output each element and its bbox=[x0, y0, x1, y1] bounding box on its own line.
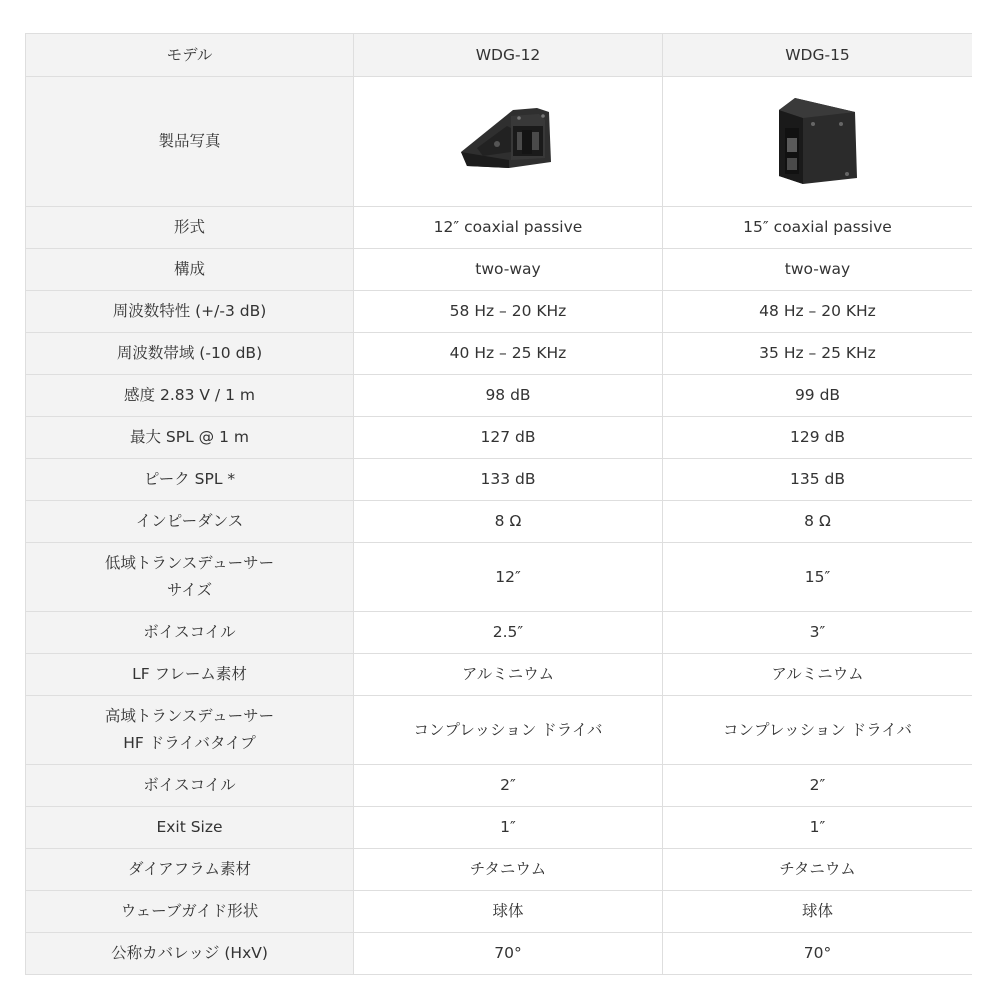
spec-row bbox=[26, 417, 973, 459]
photo-row bbox=[26, 77, 973, 207]
spec-value-model-b: 70° bbox=[663, 933, 973, 975]
spec-value-model-a: 98 dB bbox=[354, 375, 663, 417]
spec-value-model-b: 球体 bbox=[663, 891, 973, 933]
spec-value-model-a: 2″ bbox=[354, 765, 663, 807]
spec-value-model-a: 球体 bbox=[354, 891, 663, 933]
spec-value-model-a: 133 dB bbox=[354, 459, 663, 501]
spec-value-model-b: 35 Hz – 25 KHz bbox=[663, 333, 973, 375]
wedge-speaker-tall-image bbox=[773, 94, 863, 190]
spec-value-model-b: two-way bbox=[663, 249, 973, 291]
spec-label: 周波数特性 (+/-3 dB) bbox=[26, 291, 354, 333]
table-body bbox=[26, 77, 973, 975]
spec-value-model-b: 1″ bbox=[663, 807, 973, 849]
spec-value-model-a: チタニウム bbox=[354, 849, 663, 891]
spec-row bbox=[26, 291, 973, 333]
spec-row bbox=[26, 543, 973, 612]
spec-label: Exit Size bbox=[26, 807, 354, 849]
spec-comparison-table bbox=[25, 33, 972, 975]
spec-table-container bbox=[25, 33, 972, 1000]
spec-label-line: サイズ bbox=[166, 581, 213, 599]
spec-value-model-a: アルミニウム bbox=[354, 654, 663, 696]
spec-value-model-b: 3″ bbox=[663, 612, 973, 654]
spec-row bbox=[26, 849, 973, 891]
spec-label: 感度 2.83 V / 1 m bbox=[26, 375, 354, 417]
photo-row-label: 製品写真 bbox=[26, 77, 354, 207]
photo-cell-b bbox=[663, 77, 973, 207]
spec-value-model-b: 99 dB bbox=[663, 375, 973, 417]
photo-cell-a bbox=[354, 77, 663, 207]
spec-value-model-a: 8 Ω bbox=[354, 501, 663, 543]
spec-label: ダイアフラム素材 bbox=[26, 849, 354, 891]
spec-value-model-b: チタニウム bbox=[663, 849, 973, 891]
spec-label: ウェーブガイド形状 bbox=[26, 891, 354, 933]
spec-row bbox=[26, 612, 973, 654]
spec-value-model-b: 15″ bbox=[663, 543, 973, 612]
model-a-header: WDG-12 bbox=[354, 34, 663, 77]
spec-value-model-b: 48 Hz – 20 KHz bbox=[663, 291, 973, 333]
spec-label-line: 高域トランスデューサー bbox=[104, 707, 275, 725]
spec-label: LF フレーム素材 bbox=[26, 654, 354, 696]
spec-row bbox=[26, 249, 973, 291]
spec-label: 形式 bbox=[26, 207, 354, 249]
spec-row bbox=[26, 933, 973, 975]
spec-row bbox=[26, 375, 973, 417]
spec-label: ボイスコイル bbox=[26, 612, 354, 654]
spec-row bbox=[26, 207, 973, 249]
spec-row bbox=[26, 765, 973, 807]
spec-label: 周波数帯域 (-10 dB) bbox=[26, 333, 354, 375]
spec-value-model-a: 58 Hz – 20 KHz bbox=[354, 291, 663, 333]
spec-value-model-a: 12″ bbox=[354, 543, 663, 612]
spec-value-model-a: 40 Hz – 25 KHz bbox=[354, 333, 663, 375]
spec-value-model-a: 2.5″ bbox=[354, 612, 663, 654]
spec-value-model-a: 70° bbox=[354, 933, 663, 975]
spec-label: ピーク SPL * bbox=[26, 459, 354, 501]
spec-label: 最大 SPL @ 1 m bbox=[26, 417, 354, 459]
spec-label-line: HF ドライバタイプ bbox=[123, 734, 256, 752]
spec-value-model-a: 12″ coaxial passive bbox=[354, 207, 663, 249]
model-b-header: WDG-15 bbox=[663, 34, 973, 77]
spec-value-model-a: コンプレッション ドライバ bbox=[354, 696, 663, 765]
spec-value-model-a: 1″ bbox=[354, 807, 663, 849]
spec-row bbox=[26, 807, 973, 849]
header-label-cell: モデル bbox=[26, 34, 354, 77]
spec-label: ボイスコイル bbox=[26, 765, 354, 807]
spec-row bbox=[26, 333, 973, 375]
spec-row bbox=[26, 654, 973, 696]
spec-value-model-a: two-way bbox=[354, 249, 663, 291]
table-header bbox=[26, 34, 973, 77]
spec-row bbox=[26, 501, 973, 543]
spec-value-model-b: 135 dB bbox=[663, 459, 973, 501]
spec-label: インピーダンス bbox=[26, 501, 354, 543]
spec-label: 公称カバレッジ (HxV) bbox=[26, 933, 354, 975]
spec-label bbox=[26, 696, 354, 765]
spec-value-model-b: 8 Ω bbox=[663, 501, 973, 543]
spec-value-model-b: コンプレッション ドライバ bbox=[663, 696, 973, 765]
spec-label-line: 低域トランスデューサー bbox=[104, 554, 275, 572]
header-row bbox=[26, 34, 973, 77]
spec-row bbox=[26, 459, 973, 501]
spec-row bbox=[26, 891, 973, 933]
spec-value-model-b: 15″ coaxial passive bbox=[663, 207, 973, 249]
spec-label bbox=[26, 543, 354, 612]
wedge-speaker-low-profile-image bbox=[453, 102, 563, 182]
spec-value-model-b: 2″ bbox=[663, 765, 973, 807]
spec-value-model-b: アルミニウム bbox=[663, 654, 973, 696]
spec-value-model-b: 129 dB bbox=[663, 417, 973, 459]
spec-value-model-a: 127 dB bbox=[354, 417, 663, 459]
spec-row bbox=[26, 696, 973, 765]
spec-label: 構成 bbox=[26, 249, 354, 291]
